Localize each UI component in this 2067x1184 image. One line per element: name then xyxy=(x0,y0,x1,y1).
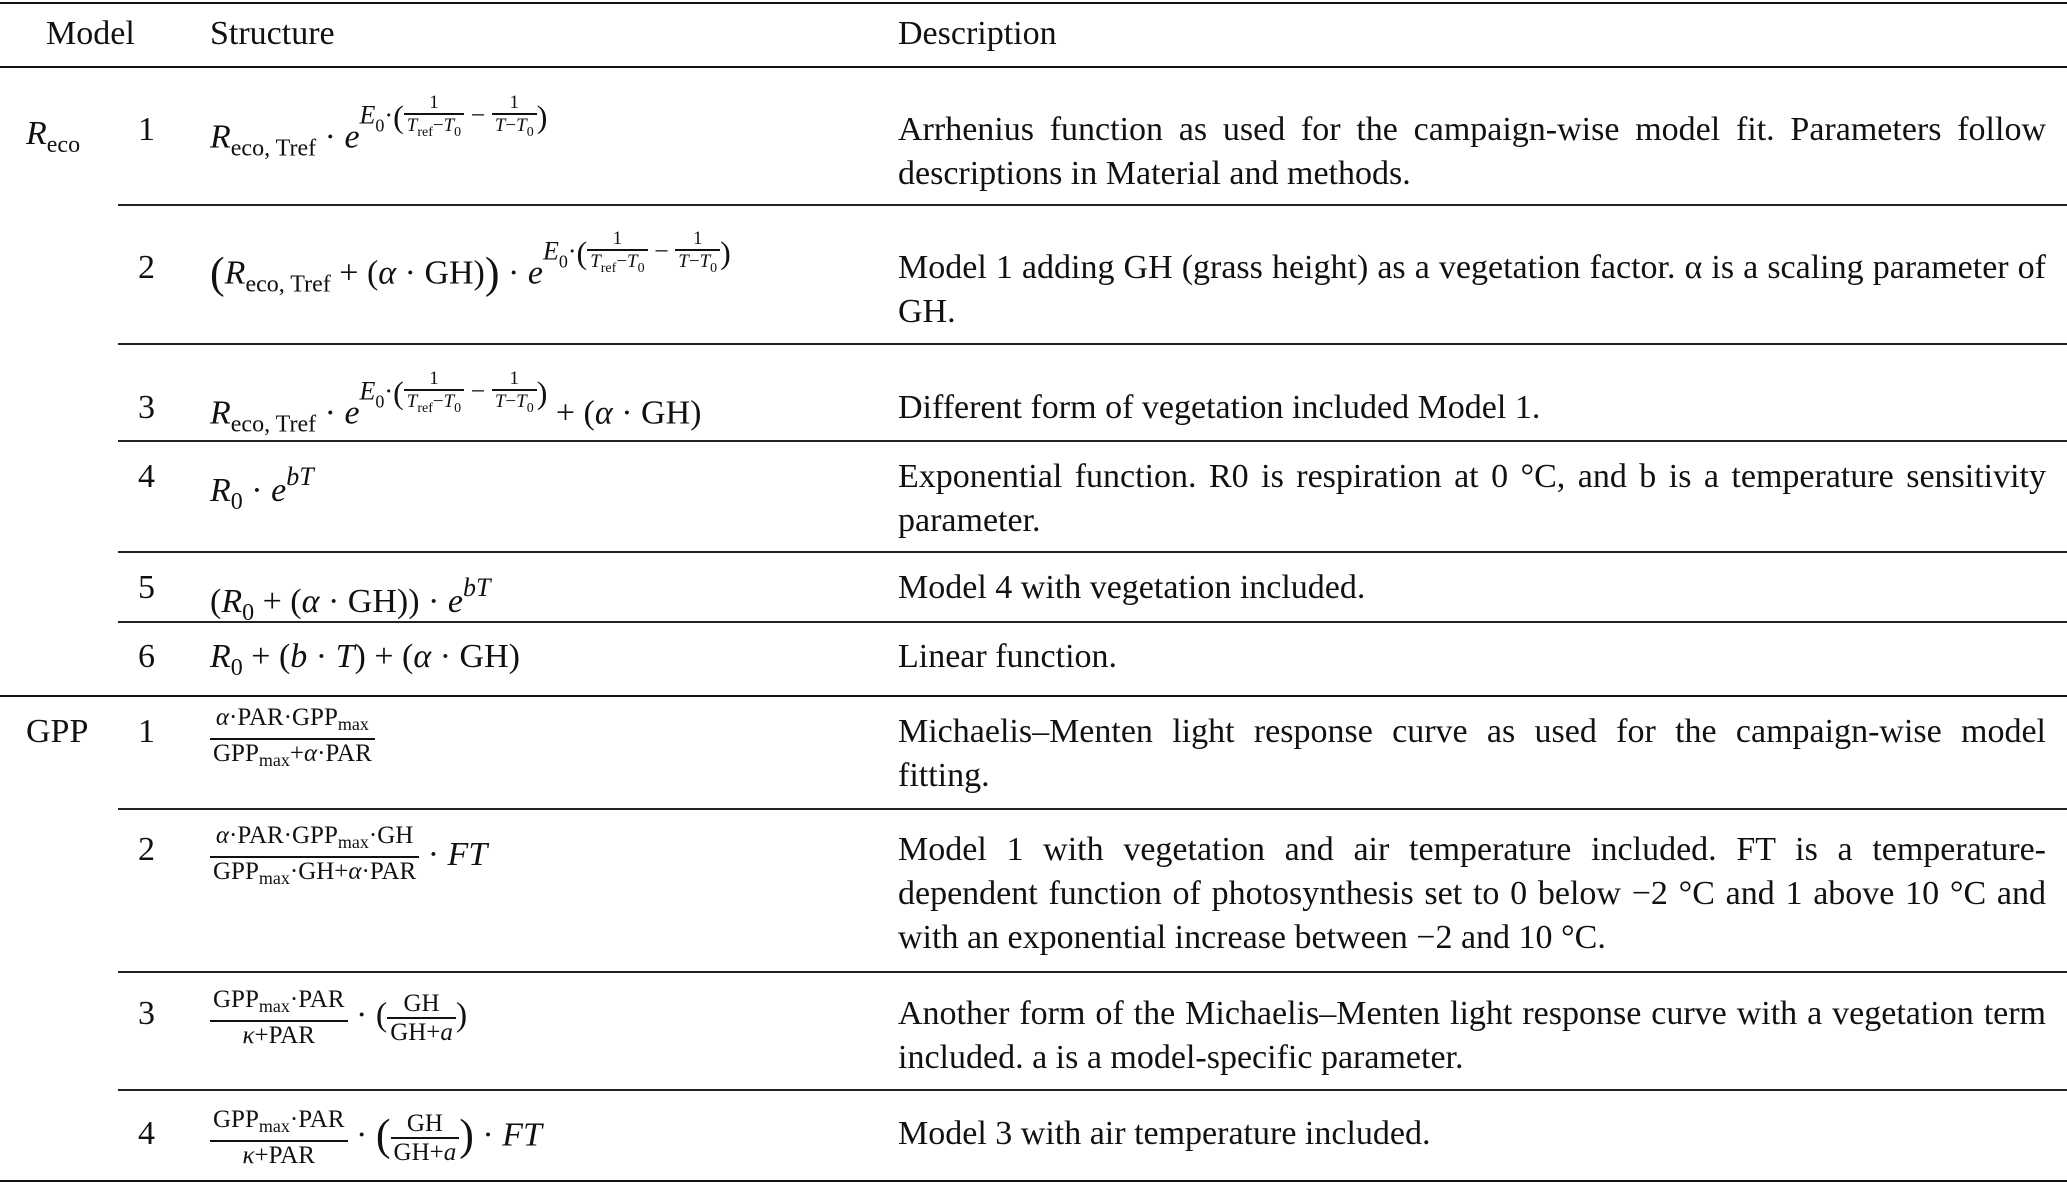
model-number: 6 xyxy=(138,638,155,675)
row-divider xyxy=(118,204,2067,206)
model-number: 1 xyxy=(138,713,155,750)
formula-gpp-4: $\frac{GPP_{max}\cdot PAR}{\text{κ+PAR}}$ · ( $\frac{GH}{GH+a}$ ) · FT xyxy=(210,1106,542,1169)
formula-reco-6: $R_0 + (b \cdot T) + (\alpha \cdot GH)$ xyxy=(210,638,520,681)
model-number: 5 xyxy=(138,569,155,606)
description-gpp-4: Model 3 with air temperature included. xyxy=(898,1115,1431,1152)
formula-reco-2: $(R_{eco, Tref} + (\alpha \cdot GH)) \cdot eE_0\cdot$( $\frac{1}{T_{ref}-T_0}$ − $\frac{1}{T-T_0}$ ) xyxy=(210,228,731,298)
header-model: Model xyxy=(46,15,135,52)
row-divider xyxy=(118,808,2067,810)
group-label-reco xyxy=(26,112,80,167)
header-rule xyxy=(0,66,2067,68)
header-structure: Structure xyxy=(210,15,335,52)
model-number: 3 xyxy=(138,995,155,1032)
description-gpp-2: Model 1 with vegetation and air temperature included. FT is a temperature-dependent function of photosynthesis set to 0 below −2 °C and 1 above 10 °C and with an exponential increase between −2 and 10 °C. xyxy=(898,831,2046,956)
row-divider xyxy=(118,971,2067,973)
description-reco-6: Linear function. xyxy=(898,638,1118,675)
description-reco-2: Model 1 adding GH (grass height) as a vegetation factor. α is a scaling parameter of GH. xyxy=(898,249,2046,330)
formula-reco-3: $R_{eco, Tref} \cdot eE_0\cdot$( $\frac{1}{T_{ref}-T_0}$ − $\frac{1}{T-T_0}$ ) + (α · GH) xyxy=(210,368,702,438)
model-number: 2 xyxy=(138,831,155,868)
formula-gpp-3: $\frac{GPP_{max}\cdot PAR}{\text{κ+PAR}}$ · ( $\frac{GH}{GH+a}$ ) xyxy=(210,986,467,1049)
model-number: 4 xyxy=(138,458,155,495)
model-number: 4 xyxy=(138,1115,155,1152)
group-label-reco-sub: eco xyxy=(46,132,81,158)
formula-gpp-2: $\frac{\alpha\cdot PAR\cdot GPP_{max}\cdot GH}{GPP_{max}\cdot GH+\alpha\cdot PAR}$ · FT xyxy=(210,822,487,892)
model-number: 2 xyxy=(138,249,155,286)
description-reco-4: Exponential function. R0 is respiration at 0 °C, and b is a temperature sensitivity parameter. xyxy=(898,458,2046,539)
description-gpp-1: Michaelis–Menten light response curve as used for the campaign-wise model fitting. xyxy=(898,713,2046,794)
row-divider xyxy=(118,343,2067,345)
top-rule xyxy=(0,2,2067,4)
row-divider xyxy=(118,551,2067,553)
model-number: 3 xyxy=(138,389,155,426)
bottom-rule xyxy=(0,1180,2067,1182)
group-label-gpp: GPP xyxy=(26,713,89,750)
model-number: 1 xyxy=(138,111,155,148)
row-divider xyxy=(118,1089,2067,1091)
group-rule xyxy=(0,695,2067,697)
formula-reco-4: $R_0 \cdot e^{bT}$ xyxy=(210,462,314,515)
description-reco-5: Model 4 with vegetation included. xyxy=(898,569,1366,606)
description-reco-3: Different form of vegetation included Model 1. xyxy=(898,389,1541,426)
header-description: Description xyxy=(898,15,1057,52)
description-reco-1: Arrhenius function as used for the campaign-wise model fit. Parameters follow descriptions in Material and methods. xyxy=(898,111,2046,192)
formula-gpp-1: $\frac{\alpha\cdot PAR\cdot GPP_{max}}{GPP_{max}+\alpha\cdot PAR}$ xyxy=(210,704,375,774)
description-gpp-3: Another form of the Michaelis–Menten light response curve with a vegetation term included. a is a model-specific parameter. xyxy=(898,995,2046,1076)
formula-reco-5: $(R_0 + (\alpha \cdot GH)) \cdot e^{bT}$ xyxy=(210,573,491,626)
formula-reco-1: $R_{eco, Tref} \cdot eE_0\cdot$( $\frac{1}{T_{ref}-T_0}$ − $\frac{1}{T-T_0}$ ) xyxy=(210,92,548,162)
group-label-reco-main: R xyxy=(26,115,47,152)
